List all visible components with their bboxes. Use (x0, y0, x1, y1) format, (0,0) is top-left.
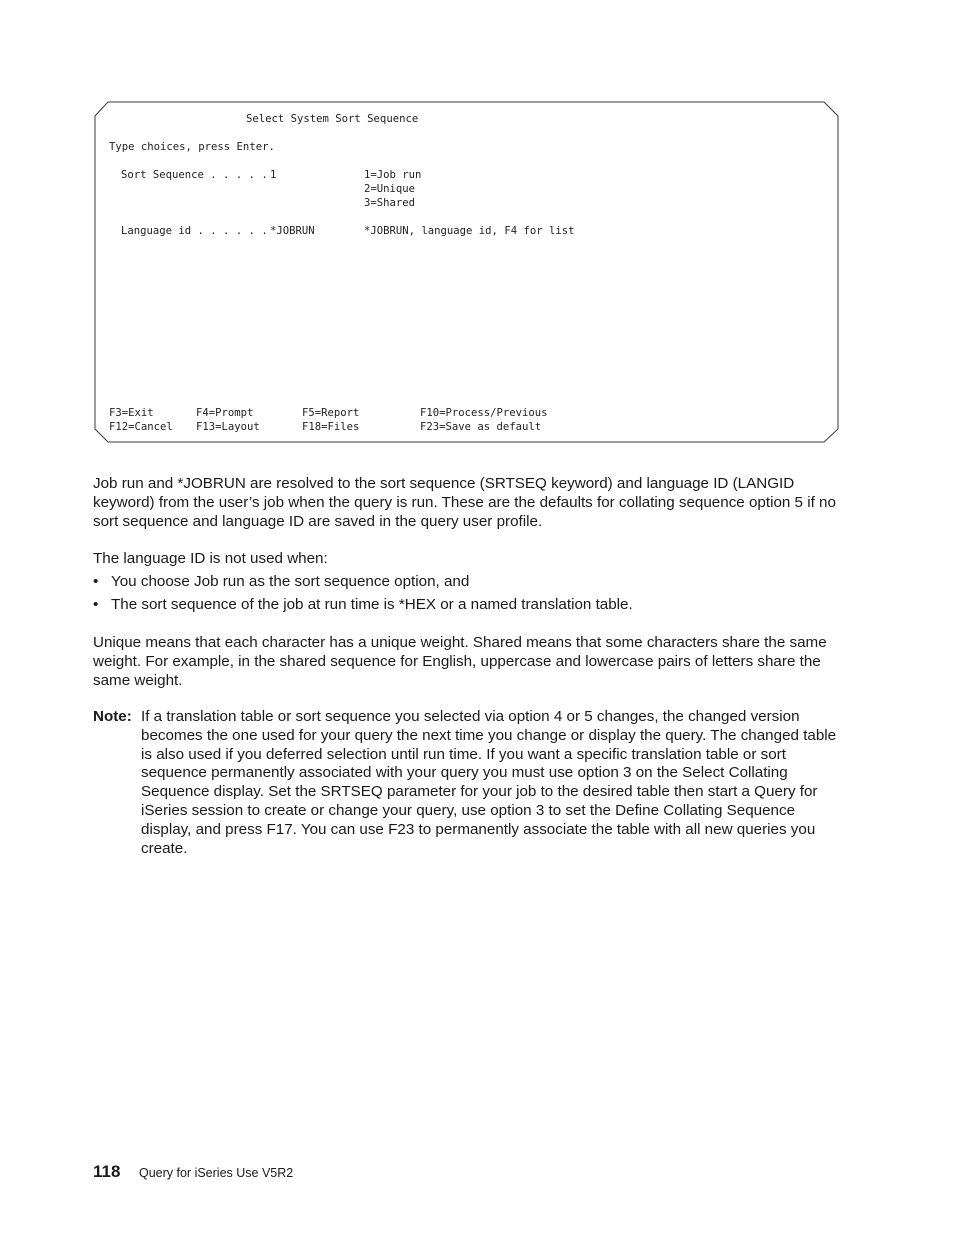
fkey-exit[interactable]: F3=Exit (109, 407, 154, 419)
paragraph-jobrun: Job run and *JOBRUN are resolved to the sort sequence (SRTSEQ keyword) and language ID (LANGID keyword) from the user’s job when the query is run. These are the defaults for collating sequence option 5 if no sort sequence and language ID are saved in the query user profile. (93, 475, 836, 530)
paragraph-language-id: The language ID is not used when: (93, 550, 328, 567)
screen-instruction: Type choices, press Enter. (109, 141, 275, 153)
bullet-dot-icon: • (93, 573, 99, 590)
fkey-process-previous[interactable]: F10=Process/Previous (420, 407, 548, 419)
sort-option-3: 3=Shared (364, 197, 416, 209)
fkey-report[interactable]: F5=Report (302, 407, 360, 419)
bullet-text: You choose Job run as the sort sequence option, and (111, 573, 470, 590)
language-id-label: Language id . . . . . . (121, 225, 268, 237)
language-id-hint: *JOBRUN, language id, F4 for list (364, 225, 575, 237)
bullet-dot-icon: • (93, 596, 99, 613)
note-text: If a translation table or sort sequence you selected via option 4 or 5 changes, the changed version becomes the one used for your query the next time you change or display the query. The changed table is also used if you deferred selection until run time. If you want a specific translation table or sort sequence permanently associated with your query you must use option 3 on the Select Collating Sequence display. Set the SRTSEQ parameter for your job to the desired table then start a Query for iSeries session to create or change your query, use option 3 to set the Define Collating Sequence display, and press F17. You can use F23 to permanently associate the table with all new queries you create. (141, 708, 837, 857)
page-number: 118 (93, 1162, 121, 1181)
book-title: Query for iSeries Use V5R2 (139, 1166, 294, 1180)
bullet-text: The sort sequence of the job at run time is *HEX or a named translation table. (111, 596, 633, 613)
sort-option-2: 2=Unique (364, 183, 416, 195)
screen-title: Select System Sort Sequence (246, 113, 419, 125)
fkey-files[interactable]: F18=Files (302, 421, 360, 433)
fkey-prompt[interactable]: F4=Prompt (196, 407, 254, 419)
sort-sequence-input[interactable]: 1 (270, 169, 277, 181)
sort-sequence-label: Sort Sequence . . . . . (121, 169, 268, 181)
note-label: Note: (93, 708, 132, 725)
language-id-input[interactable]: *JOBRUN (270, 225, 315, 237)
fkey-cancel[interactable]: F12=Cancel (109, 421, 173, 433)
fkey-save-default[interactable]: F23=Save as default (420, 421, 542, 433)
paragraph-unique-shared: Unique means that each character has a unique weight. Shared means that some characters share the same weight. For example, in the shared sequence for English, uppercase and lowercase pairs of letters share the same weight. (93, 634, 827, 689)
sort-option-1: 1=Job run (364, 169, 422, 181)
fkey-layout[interactable]: F13=Layout (196, 421, 260, 433)
